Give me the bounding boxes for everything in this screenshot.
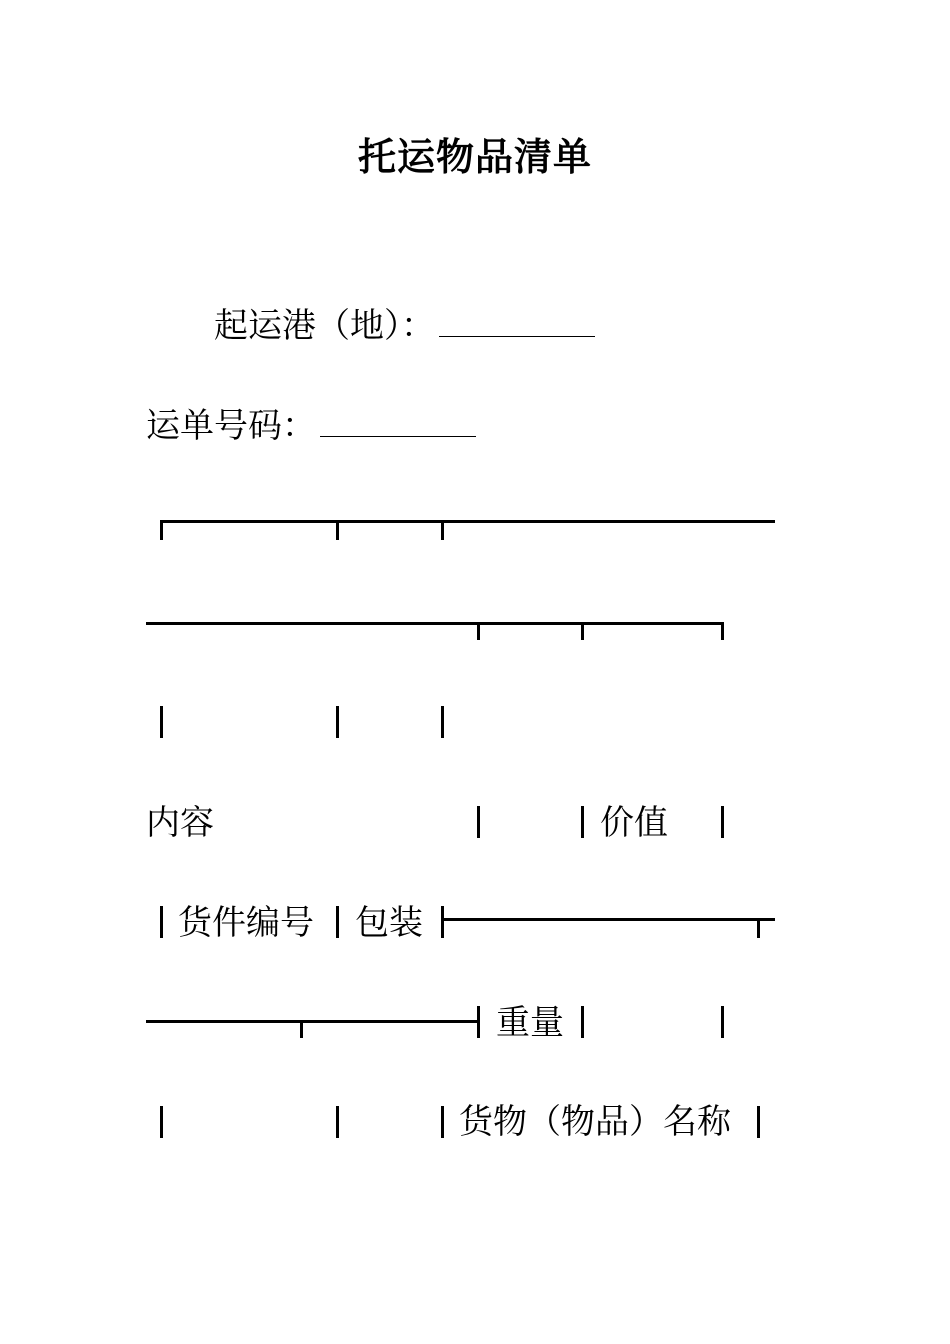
cell-content: 内容 [146,803,214,843]
cell-weight: 重量 [496,1003,564,1043]
cell-packing: 包装 [355,903,423,943]
field-origin-port [214,306,595,346]
field-origin-port-label: 起运港（地）： [214,306,435,346]
cell-goods-name: 货物（物品）名称 [459,1102,731,1142]
cell-cargo-number: 货件编号 [178,903,314,943]
field-waybill-number-label: 运单号码： [146,406,316,446]
field-waybill-number [146,406,476,446]
field-waybill-number-blank[interactable] [320,406,476,437]
document-title: 托运物品清单 [357,134,592,179]
cell-value: 价值 [600,803,668,843]
field-origin-port-blank[interactable] [439,306,595,337]
